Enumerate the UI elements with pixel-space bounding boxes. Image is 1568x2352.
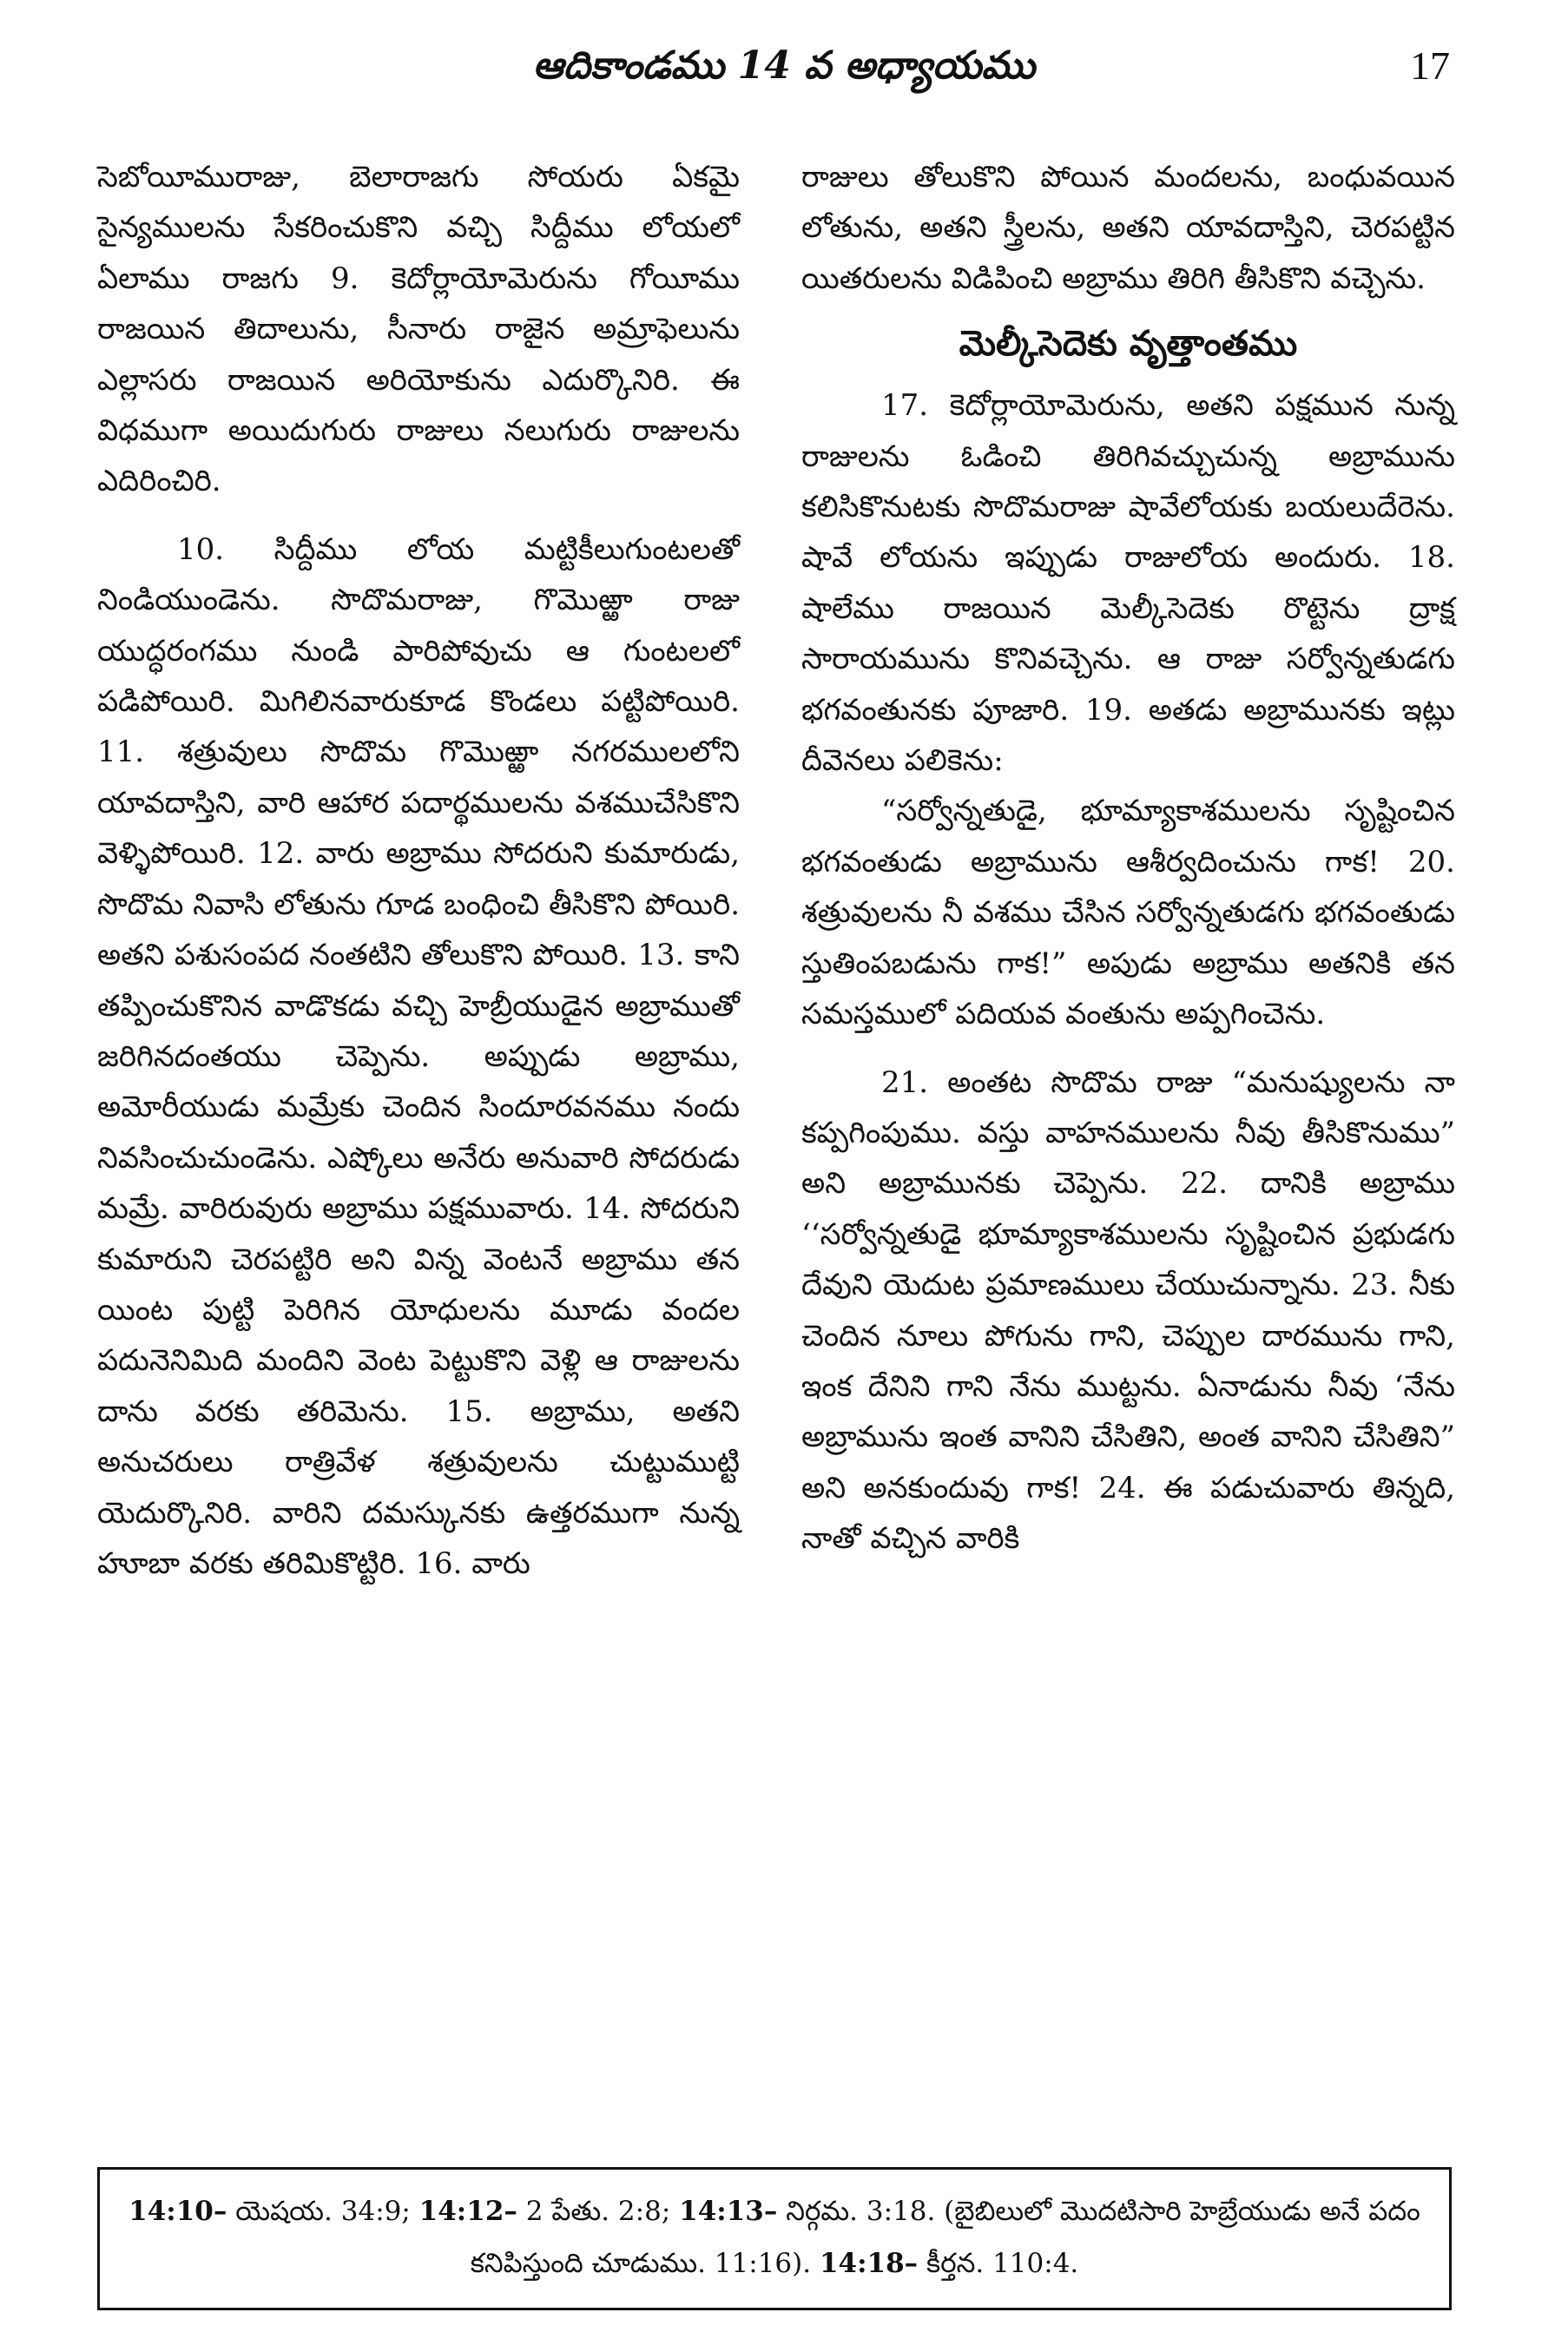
footnote-text: కీర్తన. 110:4. — [918, 2248, 1079, 2279]
footnote-box — [97, 2167, 1452, 2310]
paragraph-verse-17: 17. కెదోర్లాయోమెరును, అతని పక్షమున నున్న రాజులను ఓడించి తిరిగివచ్చుచున్న అబ్రామును కలిసికొనుటకు సొదొమరాజు షావేలోయకు బయలుదేరెను. షావే లోయను ఇప్పుడు రాజులోయ అందురు. 18. షాలేము రాజయిన మెల్కీసెదెకు రొట్టెను ద్రాక్ష సారాయమును కొనివచ్చెను. ఆ రాజు సర్వోన్నతుడగు భగవంతునకు పూజారి. 19. అతడు అబ్రామునకు ఇట్లు దీవెనలు పలికెను: — [801, 388, 1455, 779]
running-header-title: ఆదికాండము 14 వ అధ్యాయము — [532, 43, 1036, 88]
footnote-ref: 14:10– — [128, 2196, 227, 2227]
paragraph-verse-10: 10. సిద్దీము లోయ మట్టికీలుగుంటలతో నిండియుండెను. సొదొమరాజు, గొమొఱ్ఱా రాజు యుద్ధరంగము నుండి పారిపోవుచు ఆ గుంటలలో పడిపోయిరి. మిగిలినవారుకూడ కొండలు పట్టిపోయిరి. 11. శత్రువులు సొదొమ గొమొఱ్ఱా నగరములలోని యావదాస్తిని, వారి ఆహార పదార్థములను వశముచేసికొని వెళ్ళిపోయిరి. 12. వారు అబ్రాము సోదరుని కుమారుడు, సొదొమ నివాసి లోతును గూడ బంధించి తీసికొని పోయిరి. అతని పశుసంపద నంతటిని తోలుకొని పోయిరి. 13. కాని తప్పించుకొనిన వాడొకడు వచ్చి హెబ్రీయుడైన అబ్రాముతో జరిగినదంతయు చెప్పెను. అప్పుడు అబ్రాము, అమోరీయుడు మమ్రేకు చెందిన సిందూరవనము నందు నివసించుచుండెను. ఎష్కోలు అనేరు అనువారి సోదరుడు మమ్రే. వారిరువురు అబ్రాము పక్షమువారు. 14. సోదరుని కుమారుని చెరపట్టిరి అని విన్న వెంటనే అబ్రాము తన యింట పుట్టి పెరిగిన యోధులను మూడు వందల పదునెనిమిది మందిని వెంట పెట్టుకొని వెళ్లి ఆ రాజులను దాను వరకు తరిమెను. 15. అబ్రాము, అతని అనుచరులు రాత్రివేళ శత్రువులను చుట్టుముట్టి యెదుర్కొనిరి. వారిని దమస్కునకు ఉత్తరముగా నున్న హూబా వరకు తరిమికొట్టిరి. 16. వారు — [97, 531, 740, 1581]
footnote-text: యెషయ. 34:9; — [227, 2196, 419, 2227]
footnote-text: 2 పేతు. 2:8; — [517, 2196, 680, 2227]
paragraph-continuation: రాజులు తోలుకొని పోయిన మందలను, బంధువయిన లోతును, అతని స్త్రీలను, అతని యావదాస్తిని, చెరపట్టిన యితరులను విడిపించి అబ్రాము తిరిగి తీసికొని వచ్చెను. — [801, 160, 1455, 296]
footnote-text: నిర్గమ. 3:18. (బైబిలులో మొదటిసారి హెబ్రేయుడు అనే పదం కనిపిస్తుంది చూడుము. 11:16). — [470, 2196, 1420, 2279]
paragraph-verse-21: 21. అంతట సొదొమ రాజు “మనుష్యులను నా కప్పగింపుము. వస్తు వాహనములను నీవు తీసికొనుము” అని అబ్రామునకు చెప్పెను. 22. దానికి అబ్రాము ‘‘సర్వోన్నతుడై భూమ్యాకాశములను సృష్టించిన ప్రభుడగు దేవుని యెదుట ప్రమాణములు చేయుచున్నాను. 23. నీకు చెందిన నూలు పోగును గాని, చెప్పుల దారమును గాని, ఇంక దేనిని గాని నేను ముట్టను. ఏనాడును నీవు ‘నేను అబ్రామును ఇంత వానిని చేసితిని, అంత వానిని చేసితిని” అని అనకుందువు గాక! 24. ఈ పడుచువారు తిన్నది, నాతో వచ్చిన వారికి — [801, 1064, 1455, 1557]
section-heading: మెల్కీసెదెకు వృత్తాంతము — [959, 323, 1298, 365]
blessing-quote: “సర్వోన్నతుడై, భూమ్యాకాశములను సృష్టించిన భగవంతుడు అబ్రామును ఆశీర్వదించును గాక! 20. శత్రువులను నీ వశము చేసిన సర్వోన్నతుడగు భగవంతుడు స్తుతింపబడును గాక!” అపుడు అబ్రాము అతనికి తన సమస్తములో పదియవ వంతును అప్పగించెను. — [801, 794, 1455, 1032]
left-column — [97, 152, 740, 1589]
right-column — [801, 152, 1455, 1565]
footnote-ref: 14:18– — [819, 2248, 919, 2279]
page-number: 17 — [1410, 43, 1450, 88]
footnote-ref: 14:13– — [679, 2196, 778, 2227]
footnote-ref: 14:12– — [418, 2196, 517, 2227]
paragraph-kings-alliance: సెబోయీమురాజు, బెలారాజగు సోయరు ఏకమై సైన్యములను సేకరించుకొని వచ్చి సిద్దీము లోయలో ఏలాము రాజగు 9. కెదోర్లాయోమెరును గోయీము రాజయిన తిదాలును, సీనారు రాజైన అమ్రాఫెలును ఎల్లాసరు రాజయిన అరియోకును ఎదుర్కొనిరి. ఈ విధముగా అయిదుగురు రాజులు నలుగురు రాజులను ఎదిరించిరి. — [97, 160, 740, 499]
